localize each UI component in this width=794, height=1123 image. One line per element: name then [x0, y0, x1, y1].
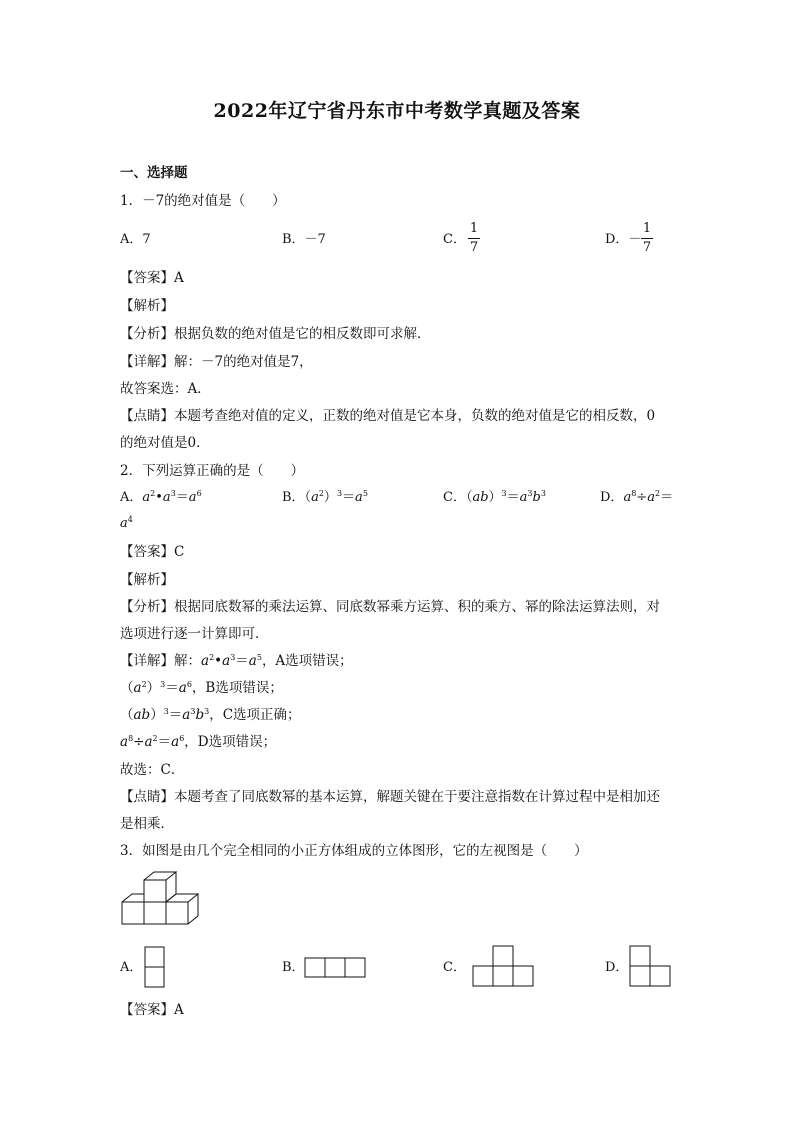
q3-option-b-label: B． [282, 960, 305, 975]
q1-fenxi: 【分析】根据负数的绝对值是它的相反数即可求解． [120, 326, 431, 342]
fraction-denominator: 7 [469, 240, 479, 255]
q2-option-b: B．$(a^2)^3=a^5$ [282, 489, 368, 505]
q1-option-d-fraction [641, 221, 653, 256]
fraction-numerator: 1 [469, 221, 479, 236]
q2-conclusion: 故选：C． [120, 762, 185, 778]
q2-remark-line2: 是相乘． [120, 816, 174, 832]
q2-analysis-heading: 【解析】 [120, 572, 174, 588]
q1-conclusion: 故答案选：A． [120, 381, 211, 397]
q2-fenxi-line1: 【分析】根据同底数幂的乘法运算、同底数幂乘方运算、积的乘方、幂的除法运算法则，对 [120, 599, 660, 615]
q2-detail-line4: $a^8\div a^2=a^6$，D选项错误； [120, 734, 277, 750]
q3-option-a-view [144, 946, 166, 988]
q3-stem: 3．如图是由几个完全相同的小正方体组成的立体图形，它的左视图是（ ） [120, 843, 588, 859]
q2-answer: 【答案】C [120, 544, 185, 560]
section-heading: 一、选择题 [120, 165, 188, 181]
q2-option-a: A．$a^2•a^3=a^6$ [120, 489, 202, 505]
q2-fenxi-line2: 选项进行逐一计算即可． [120, 626, 269, 642]
page-title: 2022年辽宁省丹东市中考数学真题及答案 [213, 100, 581, 122]
q1-stem: 1．－7的绝对值是（ ） [120, 193, 286, 209]
q1-option-a: A．7 [120, 232, 151, 247]
fraction-denominator: 7 [642, 240, 652, 255]
q1-remark-line1: 【点睛】本题考查绝对值的定义，正数的绝对值是它本身，负数的绝对值是它的相反数，0 [120, 408, 656, 424]
q1-answer: 【答案】A [120, 270, 184, 286]
q3-option-d-label: D． [605, 960, 629, 975]
q2-remark-line1: 【点睛】本题考查了同底数幂的基本运算，解题关键在于要注意指数在计算过程中是相加还 [120, 789, 660, 805]
cube-solid-figure [118, 868, 208, 930]
q2-stem: 2．下列运算正确的是（ ） [120, 463, 305, 479]
q1-option-d-label: D．－ [605, 232, 642, 247]
q3-option-d-view [629, 945, 672, 987]
q1-analysis-heading: 【解析】 [120, 298, 174, 314]
q1-detail: 【详解】解：－7的绝对值是7， [120, 354, 313, 370]
q1-option-c-fraction [468, 221, 480, 256]
fraction-numerator: 1 [642, 221, 652, 236]
q1-remark-line2: 的绝对值是0． [120, 435, 210, 451]
q3-option-a-label: A． [120, 960, 143, 975]
q2-option-d: D．$a^8\div a^2=$ [600, 489, 674, 505]
q1-option-c-label: C． [443, 232, 466, 247]
q2-option-d-continued: $a^4$ [120, 515, 133, 531]
q2-detail-line1: 【详解】解：$a^2•a^3=a^5$，A选项错误； [120, 653, 353, 669]
q3-option-b-view [304, 957, 366, 979]
q2-option-c: C．$(ab)^3=a^3b^3$ [443, 489, 546, 505]
q3-option-c-label: C． [443, 960, 466, 975]
q3-option-c-view [472, 945, 535, 987]
q3-answer: 【答案】A [120, 1002, 184, 1018]
fraction-bar [641, 238, 653, 239]
q2-detail-line3: $(ab)^3=a^3b^3$，C选项正确； [120, 707, 301, 723]
q1-option-b: B．－7 [282, 232, 326, 247]
q2-detail-line2: $(a^2)^3=a^6$，B选项错误； [120, 680, 283, 696]
fraction-bar [468, 238, 480, 239]
